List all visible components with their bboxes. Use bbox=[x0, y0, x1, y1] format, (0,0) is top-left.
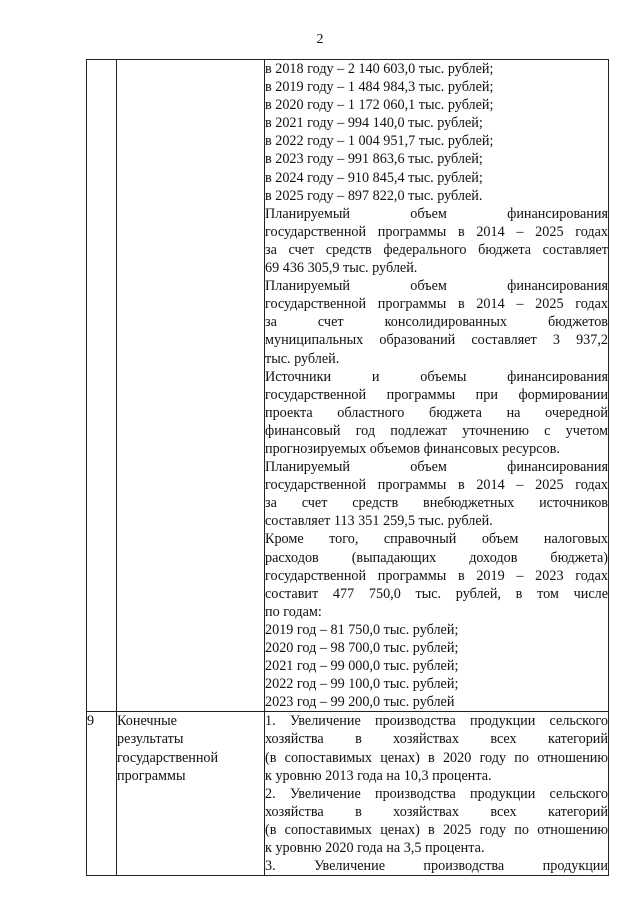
paragraph bbox=[265, 458, 608, 530]
financing-cell bbox=[265, 60, 609, 712]
text-line: составляет 113 351 259,5 тыс. рублей. bbox=[265, 513, 493, 530]
paragraph bbox=[265, 368, 608, 458]
year-amount-line: в 2023 году – 991 863,6 тыс. рублей; bbox=[265, 151, 483, 168]
row-number-cell bbox=[87, 60, 117, 712]
text-line: за счет средств федерального бюджета составляет bbox=[265, 241, 608, 258]
paragraph bbox=[265, 530, 608, 620]
label-line: программы bbox=[117, 767, 186, 784]
text-line: за счет консолидированных бюджетов bbox=[265, 314, 608, 331]
text-line: Планируемый объем финансирования bbox=[265, 205, 608, 222]
text-line: хозяйства в хозяйствах всех категорий bbox=[265, 731, 608, 748]
year-amount-line: в 2021 году – 994 140,0 тыс. рублей; bbox=[265, 115, 483, 132]
text-line: прогнозируемых объемов финансовых ресурсов. bbox=[265, 440, 560, 457]
page-number: 2 bbox=[316, 32, 324, 47]
text-line: хозяйства в хозяйствах всех категорий bbox=[265, 803, 608, 820]
text-line: Источники и объемы финансирования bbox=[265, 368, 608, 385]
text-line: 1. Увеличение производства продукции сельского bbox=[265, 713, 608, 730]
table-row bbox=[87, 60, 609, 712]
paragraph bbox=[265, 857, 608, 875]
final-results-paragraphs bbox=[265, 712, 608, 875]
text-line: к уровню 2013 года на 10,3 процента. bbox=[265, 767, 492, 784]
text-line: тыс. рублей. bbox=[265, 350, 340, 367]
text-line: 2. Увеличение производства продукции сельского bbox=[265, 785, 608, 802]
label-line: Конечные bbox=[117, 713, 177, 730]
label-line: государственной bbox=[117, 749, 219, 766]
label-line: результаты bbox=[117, 731, 184, 748]
text-line: государственной программы в 2019 – 2023 годах bbox=[265, 567, 608, 584]
year-amount-line: в 2022 году – 1 004 951,7 тыс. рублей; bbox=[265, 133, 494, 150]
text-line: (в сопоставимых ценах) в 2020 году по отношению bbox=[265, 749, 608, 766]
year-amount-line: 2022 год – 99 100,0 тыс. рублей; bbox=[265, 676, 459, 693]
paragraph bbox=[265, 205, 608, 277]
text-line: составит 477 750,0 тыс. рублей, в том числе bbox=[265, 585, 608, 602]
program-passport-table bbox=[86, 59, 609, 876]
year-amount-line: 2023 год – 99 200,0 тыс. рублей bbox=[265, 694, 455, 711]
text-line: (в сопоставимых ценах) в 2025 году по отношению bbox=[265, 821, 608, 838]
text-line: государственной программы в 2014 – 2025 годах bbox=[265, 223, 608, 240]
text-line: государственной программы в 2014 – 2025 годах bbox=[265, 296, 608, 313]
year-amount-line: в 2018 году – 2 140 603,0 тыс. рублей; bbox=[265, 61, 494, 77]
year-amount-line: в 2024 году – 910 845,4 тыс. рублей; bbox=[265, 169, 483, 186]
tax-expenditure-by-year-list bbox=[265, 621, 608, 711]
row-name-cell bbox=[117, 60, 265, 712]
year-amount-line: 2020 год – 98 700,0 тыс. рублей; bbox=[265, 640, 459, 656]
text-line: Планируемый объем финансирования bbox=[265, 278, 608, 295]
financing-by-year-list bbox=[265, 60, 608, 205]
year-amount-line: в 2019 году – 1 484 984,3 тыс. рублей; bbox=[265, 79, 494, 96]
row-number-cell: 9 bbox=[87, 712, 117, 876]
text-line: 3. Увеличение производства продукции bbox=[265, 858, 608, 875]
year-amount-line: 2021 год – 99 000,0 тыс. рублей; bbox=[265, 658, 459, 675]
text-line: 69 436 305,9 тыс. рублей. bbox=[265, 260, 418, 277]
text-line: расходов (выпадающих доходов бюджета) bbox=[265, 549, 608, 566]
paragraph bbox=[265, 712, 608, 784]
year-amount-line: в 2020 году – 1 172 060,1 тыс. рублей; bbox=[265, 97, 494, 114]
year-amount-line: 2019 год – 81 750,0 тыс. рублей; bbox=[265, 621, 459, 638]
text-line: по годам: bbox=[265, 603, 322, 620]
final-results-label bbox=[117, 712, 264, 784]
paragraph bbox=[265, 785, 608, 857]
paragraph bbox=[265, 277, 608, 367]
text-line: проекта областного бюджета на очередной bbox=[265, 404, 608, 421]
text-line: финансовый год подлежат уточнению с учетом bbox=[265, 422, 608, 439]
row-name-cell bbox=[117, 712, 265, 876]
financing-paragraphs bbox=[265, 205, 608, 621]
year-amount-line: в 2025 году – 897 822,0 тыс. рублей. bbox=[265, 187, 483, 204]
text-line: муниципальных образований составляет 3 937,2 bbox=[265, 332, 608, 349]
text-line: Кроме того, справочный объем налоговых bbox=[265, 531, 608, 548]
table-row bbox=[87, 712, 609, 876]
text-line: за счет средств внебюджетных источников bbox=[265, 495, 608, 512]
text-line: государственной программы в 2014 – 2025 годах bbox=[265, 477, 608, 494]
text-line: государственной программы при формировании bbox=[265, 386, 608, 403]
text-line: Планируемый объем финансирования bbox=[265, 459, 608, 476]
final-results-cell bbox=[265, 712, 609, 876]
text-line: к уровню 2020 года на 3,5 процента. bbox=[265, 840, 485, 857]
